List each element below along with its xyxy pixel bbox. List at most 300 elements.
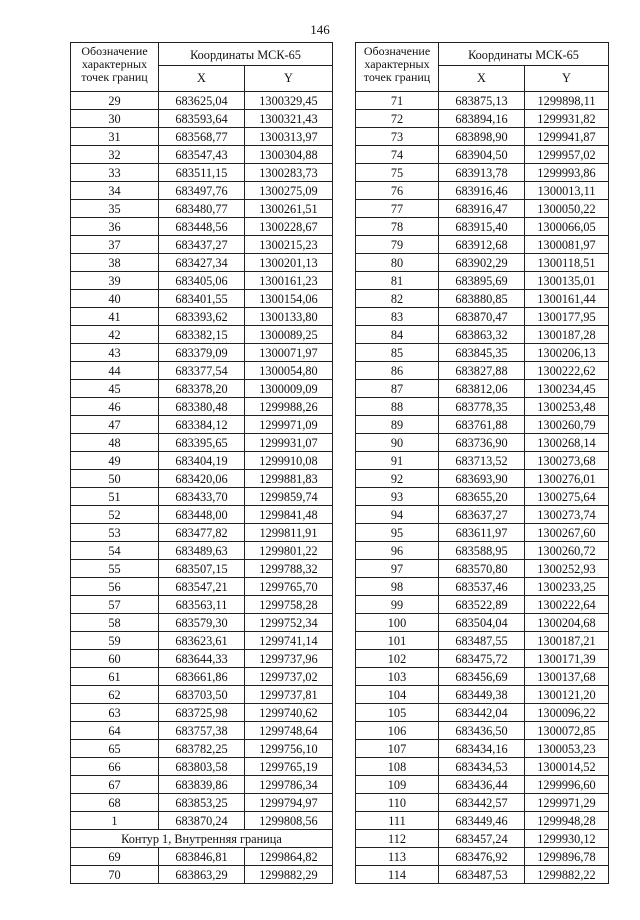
coord-x: 683448,00 (159, 506, 245, 524)
point-number: 85 (356, 344, 439, 362)
point-number: 56 (71, 578, 159, 596)
table-row (356, 488, 609, 506)
point-number: 33 (71, 164, 159, 182)
coord-y: 1300267,60 (525, 524, 609, 542)
point-number: 63 (71, 704, 159, 722)
point-number: 81 (356, 272, 439, 290)
coordinates-table-right (355, 42, 609, 884)
coord-y: 1300066,05 (525, 218, 609, 236)
coord-x: 683693,90 (439, 470, 525, 488)
table-row (71, 398, 333, 416)
table-row (356, 686, 609, 704)
coord-y: 1300260,72 (525, 542, 609, 560)
coord-x: 683436,44 (439, 776, 525, 794)
table-row (356, 398, 609, 416)
coord-y: 1300135,01 (525, 272, 609, 290)
coord-y: 1299971,09 (245, 416, 333, 434)
table-row (71, 578, 333, 596)
point-number: 62 (71, 686, 159, 704)
table-row (71, 308, 333, 326)
table-row (71, 164, 333, 182)
coord-y: 1300014,52 (525, 758, 609, 776)
table-row (356, 776, 609, 794)
coord-x: 683477,82 (159, 524, 245, 542)
coord-y: 1300260,79 (525, 416, 609, 434)
table-row (356, 128, 609, 146)
table-row (71, 776, 333, 794)
coord-y: 1300096,22 (525, 704, 609, 722)
coord-x: 683436,50 (439, 722, 525, 740)
table-row (71, 362, 333, 380)
point-number: 64 (71, 722, 159, 740)
coord-y: 1300304,88 (245, 146, 333, 164)
header-coordinates: Координаты МСК-65 (439, 43, 609, 66)
point-number: 103 (356, 668, 439, 686)
page-number: 146 (310, 22, 330, 37)
point-number: 39 (71, 272, 159, 290)
coord-y: 1299941,87 (525, 128, 609, 146)
coord-x: 683713,52 (439, 452, 525, 470)
table-row (71, 434, 333, 452)
point-number: 96 (356, 542, 439, 560)
coord-y: 1300053,23 (525, 740, 609, 758)
coord-x: 683761,88 (439, 416, 525, 434)
coord-x: 683870,47 (439, 308, 525, 326)
coord-x: 683863,32 (439, 326, 525, 344)
coord-x: 683588,95 (439, 542, 525, 560)
coord-y: 1300283,73 (245, 164, 333, 182)
coord-y: 1299794,97 (245, 794, 333, 812)
coord-y: 1300050,22 (525, 200, 609, 218)
table-row (356, 308, 609, 326)
coord-x: 683507,15 (159, 560, 245, 578)
point-number: 105 (356, 704, 439, 722)
coord-y: 1299765,70 (245, 578, 333, 596)
table-row (356, 326, 609, 344)
table-row (356, 380, 609, 398)
point-number: 110 (356, 794, 439, 812)
coord-x: 683895,69 (439, 272, 525, 290)
point-number: 47 (71, 416, 159, 434)
table-row (71, 92, 333, 110)
coord-x: 683757,38 (159, 722, 245, 740)
coord-y: 1300321,43 (245, 110, 333, 128)
coord-x: 683655,20 (439, 488, 525, 506)
coord-y: 1299859,74 (245, 488, 333, 506)
table-row (356, 596, 609, 614)
point-number: 57 (71, 596, 159, 614)
coord-x: 683863,29 (159, 866, 245, 884)
point-number: 113 (356, 848, 439, 866)
coord-x: 683497,76 (159, 182, 245, 200)
table-row (71, 416, 333, 434)
table-row (356, 92, 609, 110)
point-number: 35 (71, 200, 159, 218)
table-row (71, 272, 333, 290)
point-number: 83 (356, 308, 439, 326)
table-row (71, 740, 333, 758)
coord-y: 1300222,64 (525, 596, 609, 614)
point-number: 104 (356, 686, 439, 704)
point-number: 66 (71, 758, 159, 776)
coord-x: 683379,09 (159, 344, 245, 362)
coord-y: 1300275,09 (245, 182, 333, 200)
table-row (71, 380, 333, 398)
table-row (356, 182, 609, 200)
point-number: 65 (71, 740, 159, 758)
point-number: 71 (356, 92, 439, 110)
table-row (356, 110, 609, 128)
point-number: 50 (71, 470, 159, 488)
coord-y: 1299786,34 (245, 776, 333, 794)
coord-x: 683448,56 (159, 218, 245, 236)
coord-x: 683904,50 (439, 146, 525, 164)
header-x: X (159, 66, 245, 92)
table-row (356, 578, 609, 596)
coord-x: 683846,81 (159, 848, 245, 866)
coord-y: 1300118,51 (525, 254, 609, 272)
table-row (356, 164, 609, 182)
coord-x: 683395,65 (159, 434, 245, 452)
coord-x: 683457,24 (439, 830, 525, 848)
point-number: 69 (71, 848, 159, 866)
point-number: 74 (356, 146, 439, 164)
point-number: 52 (71, 506, 159, 524)
coord-x: 683782,25 (159, 740, 245, 758)
point-number: 49 (71, 452, 159, 470)
table-row (356, 200, 609, 218)
point-number: 48 (71, 434, 159, 452)
coord-y: 1299882,22 (525, 866, 609, 884)
table-row (71, 236, 333, 254)
table-row (356, 632, 609, 650)
coord-x: 683845,35 (439, 344, 525, 362)
table-row (356, 704, 609, 722)
point-number: 77 (356, 200, 439, 218)
point-number: 40 (71, 290, 159, 308)
point-number: 90 (356, 434, 439, 452)
coord-y: 1300161,44 (525, 290, 609, 308)
point-number: 101 (356, 632, 439, 650)
coord-y: 1300222,62 (525, 362, 609, 380)
coord-y: 1299996,60 (525, 776, 609, 794)
coord-y: 1300133,80 (245, 308, 333, 326)
coord-y: 1299737,81 (245, 686, 333, 704)
table-row (71, 470, 333, 488)
left-table-body-contour (71, 848, 333, 884)
point-number: 75 (356, 164, 439, 182)
table-row (356, 614, 609, 632)
point-number: 72 (356, 110, 439, 128)
coord-x: 683803,58 (159, 758, 245, 776)
point-number: 89 (356, 416, 439, 434)
coordinates-table-left (70, 42, 333, 884)
coord-x: 683916,47 (439, 200, 525, 218)
coord-y: 1300252,93 (525, 560, 609, 578)
coord-y: 1300206,13 (525, 344, 609, 362)
coord-y: 1299971,29 (525, 794, 609, 812)
point-number: 93 (356, 488, 439, 506)
point-number: 102 (356, 650, 439, 668)
coord-x: 683870,24 (159, 812, 245, 830)
point-number: 44 (71, 362, 159, 380)
coord-x: 683915,40 (439, 218, 525, 236)
coord-x: 683812,06 (439, 380, 525, 398)
table-row (71, 704, 333, 722)
coord-x: 683378,20 (159, 380, 245, 398)
coord-y: 1299801,22 (245, 542, 333, 560)
coord-x: 683579,30 (159, 614, 245, 632)
coord-x: 683487,53 (439, 866, 525, 884)
table-row (356, 848, 609, 866)
table-row (356, 290, 609, 308)
point-number: 86 (356, 362, 439, 380)
coord-x: 683504,04 (439, 614, 525, 632)
point-number: 87 (356, 380, 439, 398)
point-number: 34 (71, 182, 159, 200)
table-row (71, 506, 333, 524)
coord-x: 683434,53 (439, 758, 525, 776)
coord-x: 683384,12 (159, 416, 245, 434)
point-number: 79 (356, 236, 439, 254)
coord-y: 1300313,97 (245, 128, 333, 146)
table-row (71, 542, 333, 560)
coord-y: 1300013,11 (525, 182, 609, 200)
coord-x: 683511,15 (159, 164, 245, 182)
coord-y: 1299957,02 (525, 146, 609, 164)
coord-x: 683611,97 (439, 524, 525, 542)
coord-y: 1300054,80 (245, 362, 333, 380)
table-row (71, 344, 333, 362)
table-row (356, 722, 609, 740)
table-row (356, 794, 609, 812)
table-row (356, 758, 609, 776)
coord-x: 683377,54 (159, 362, 245, 380)
coord-x: 683661,86 (159, 668, 245, 686)
coord-y: 1299948,28 (525, 812, 609, 830)
coord-x: 683433,70 (159, 488, 245, 506)
coord-y: 1300233,25 (525, 578, 609, 596)
point-number: 94 (356, 506, 439, 524)
coord-y: 1300253,48 (525, 398, 609, 416)
coord-y: 1299748,64 (245, 722, 333, 740)
point-number: 43 (71, 344, 159, 362)
coord-x: 683420,06 (159, 470, 245, 488)
coord-y: 1299864,82 (245, 848, 333, 866)
point-number: 84 (356, 326, 439, 344)
coord-x: 683476,92 (439, 848, 525, 866)
table-row (356, 146, 609, 164)
table-row (356, 812, 609, 830)
coord-y: 1300187,21 (525, 632, 609, 650)
coord-x: 683839,86 (159, 776, 245, 794)
coord-x: 683427,34 (159, 254, 245, 272)
point-number: 92 (356, 470, 439, 488)
table-row (71, 722, 333, 740)
coord-y: 1299988,26 (245, 398, 333, 416)
coord-y: 1299930,12 (525, 830, 609, 848)
coord-x: 683853,25 (159, 794, 245, 812)
coord-x: 683456,69 (439, 668, 525, 686)
coord-x: 683902,29 (439, 254, 525, 272)
table-row (356, 470, 609, 488)
table-row (71, 200, 333, 218)
point-number: 70 (71, 866, 159, 884)
coord-x: 683916,46 (439, 182, 525, 200)
point-number: 97 (356, 560, 439, 578)
table-row (356, 506, 609, 524)
point-number: 106 (356, 722, 439, 740)
coord-y: 1300161,23 (245, 272, 333, 290)
point-number: 46 (71, 398, 159, 416)
section-title: Контур 1, Внутренняя граница (71, 830, 333, 848)
coord-y: 1299931,82 (525, 110, 609, 128)
coord-x: 683475,72 (439, 650, 525, 668)
coord-y: 1300204,68 (525, 614, 609, 632)
point-number: 60 (71, 650, 159, 668)
coord-x: 683434,16 (439, 740, 525, 758)
point-number: 55 (71, 560, 159, 578)
table-row (71, 452, 333, 470)
coord-y: 1299788,32 (245, 560, 333, 578)
table-row (71, 218, 333, 236)
point-number: 53 (71, 524, 159, 542)
coord-y: 1299811,91 (245, 524, 333, 542)
section-row (71, 830, 333, 848)
coord-y: 1300154,06 (245, 290, 333, 308)
coord-x: 683736,90 (439, 434, 525, 452)
table-row (356, 668, 609, 686)
coord-y: 1300071,97 (245, 344, 333, 362)
coord-y: 1299740,62 (245, 704, 333, 722)
point-number: 95 (356, 524, 439, 542)
table-row (71, 488, 333, 506)
point-number: 91 (356, 452, 439, 470)
coord-y: 1299882,29 (245, 866, 333, 884)
coord-y: 1300137,68 (525, 668, 609, 686)
table-row (71, 614, 333, 632)
header-designation: Обозначение характерных точек границ (71, 43, 159, 92)
coord-y: 1299881,83 (245, 470, 333, 488)
coord-y: 1300261,51 (245, 200, 333, 218)
point-number: 30 (71, 110, 159, 128)
point-number: 58 (71, 614, 159, 632)
coord-x: 683894,16 (439, 110, 525, 128)
table-row (356, 452, 609, 470)
coord-x: 683625,04 (159, 92, 245, 110)
table-row (356, 218, 609, 236)
point-number: 36 (71, 218, 159, 236)
point-number: 42 (71, 326, 159, 344)
point-number: 37 (71, 236, 159, 254)
coord-x: 683449,38 (439, 686, 525, 704)
table-row (71, 758, 333, 776)
table-row (71, 254, 333, 272)
table-row (356, 542, 609, 560)
table-row (356, 740, 609, 758)
coord-x: 683563,11 (159, 596, 245, 614)
point-number: 112 (356, 830, 439, 848)
point-number: 78 (356, 218, 439, 236)
coord-x: 683437,27 (159, 236, 245, 254)
table-row (71, 560, 333, 578)
point-number: 1 (71, 812, 159, 830)
coord-y: 1300072,85 (525, 722, 609, 740)
table-row (356, 524, 609, 542)
table-row (71, 596, 333, 614)
coord-y: 1299896,78 (525, 848, 609, 866)
coord-x: 683487,55 (439, 632, 525, 650)
coord-x: 683547,43 (159, 146, 245, 164)
point-number: 54 (71, 542, 159, 560)
coord-y: 1300187,28 (525, 326, 609, 344)
table-row (71, 650, 333, 668)
point-number: 109 (356, 776, 439, 794)
coord-y: 1299741,14 (245, 632, 333, 650)
coord-y: 1300121,20 (525, 686, 609, 704)
table-row (71, 794, 333, 812)
coord-y: 1299756,10 (245, 740, 333, 758)
coord-y: 1299898,11 (525, 92, 609, 110)
coord-y: 1299993,86 (525, 164, 609, 182)
coord-x: 683725,98 (159, 704, 245, 722)
point-number: 88 (356, 398, 439, 416)
coord-y: 1299931,07 (245, 434, 333, 452)
point-number: 61 (71, 668, 159, 686)
point-number: 68 (71, 794, 159, 812)
point-number: 114 (356, 866, 439, 884)
coord-x: 683522,89 (439, 596, 525, 614)
point-number: 31 (71, 128, 159, 146)
coord-x: 683489,63 (159, 542, 245, 560)
coord-x: 683827,88 (439, 362, 525, 380)
coord-x: 683449,46 (439, 812, 525, 830)
table-row (71, 110, 333, 128)
right-table-body (356, 92, 609, 884)
left-table-body (71, 92, 333, 830)
coord-y: 1300201,13 (245, 254, 333, 272)
coord-y: 1299841,48 (245, 506, 333, 524)
point-number: 51 (71, 488, 159, 506)
coord-x: 683703,50 (159, 686, 245, 704)
coord-x: 683880,85 (439, 290, 525, 308)
table-row (356, 866, 609, 884)
table-row (71, 866, 333, 884)
table-row (71, 146, 333, 164)
coord-x: 683898,90 (439, 128, 525, 146)
point-number: 41 (71, 308, 159, 326)
coord-x: 683547,21 (159, 578, 245, 596)
coord-x: 683912,68 (439, 236, 525, 254)
coord-y: 1299737,96 (245, 650, 333, 668)
coord-y: 1300275,64 (525, 488, 609, 506)
table-row (71, 182, 333, 200)
coord-x: 683568,77 (159, 128, 245, 146)
table-row (71, 524, 333, 542)
table-row (71, 848, 333, 866)
table-row (356, 362, 609, 380)
coord-y: 1299910,08 (245, 452, 333, 470)
coord-y: 1300276,01 (525, 470, 609, 488)
coord-y: 1300215,23 (245, 236, 333, 254)
point-number: 80 (356, 254, 439, 272)
coord-y: 1299752,34 (245, 614, 333, 632)
table-row (71, 812, 333, 830)
point-number: 82 (356, 290, 439, 308)
table-row (71, 326, 333, 344)
table-row (356, 254, 609, 272)
coord-y: 1299808,56 (245, 812, 333, 830)
